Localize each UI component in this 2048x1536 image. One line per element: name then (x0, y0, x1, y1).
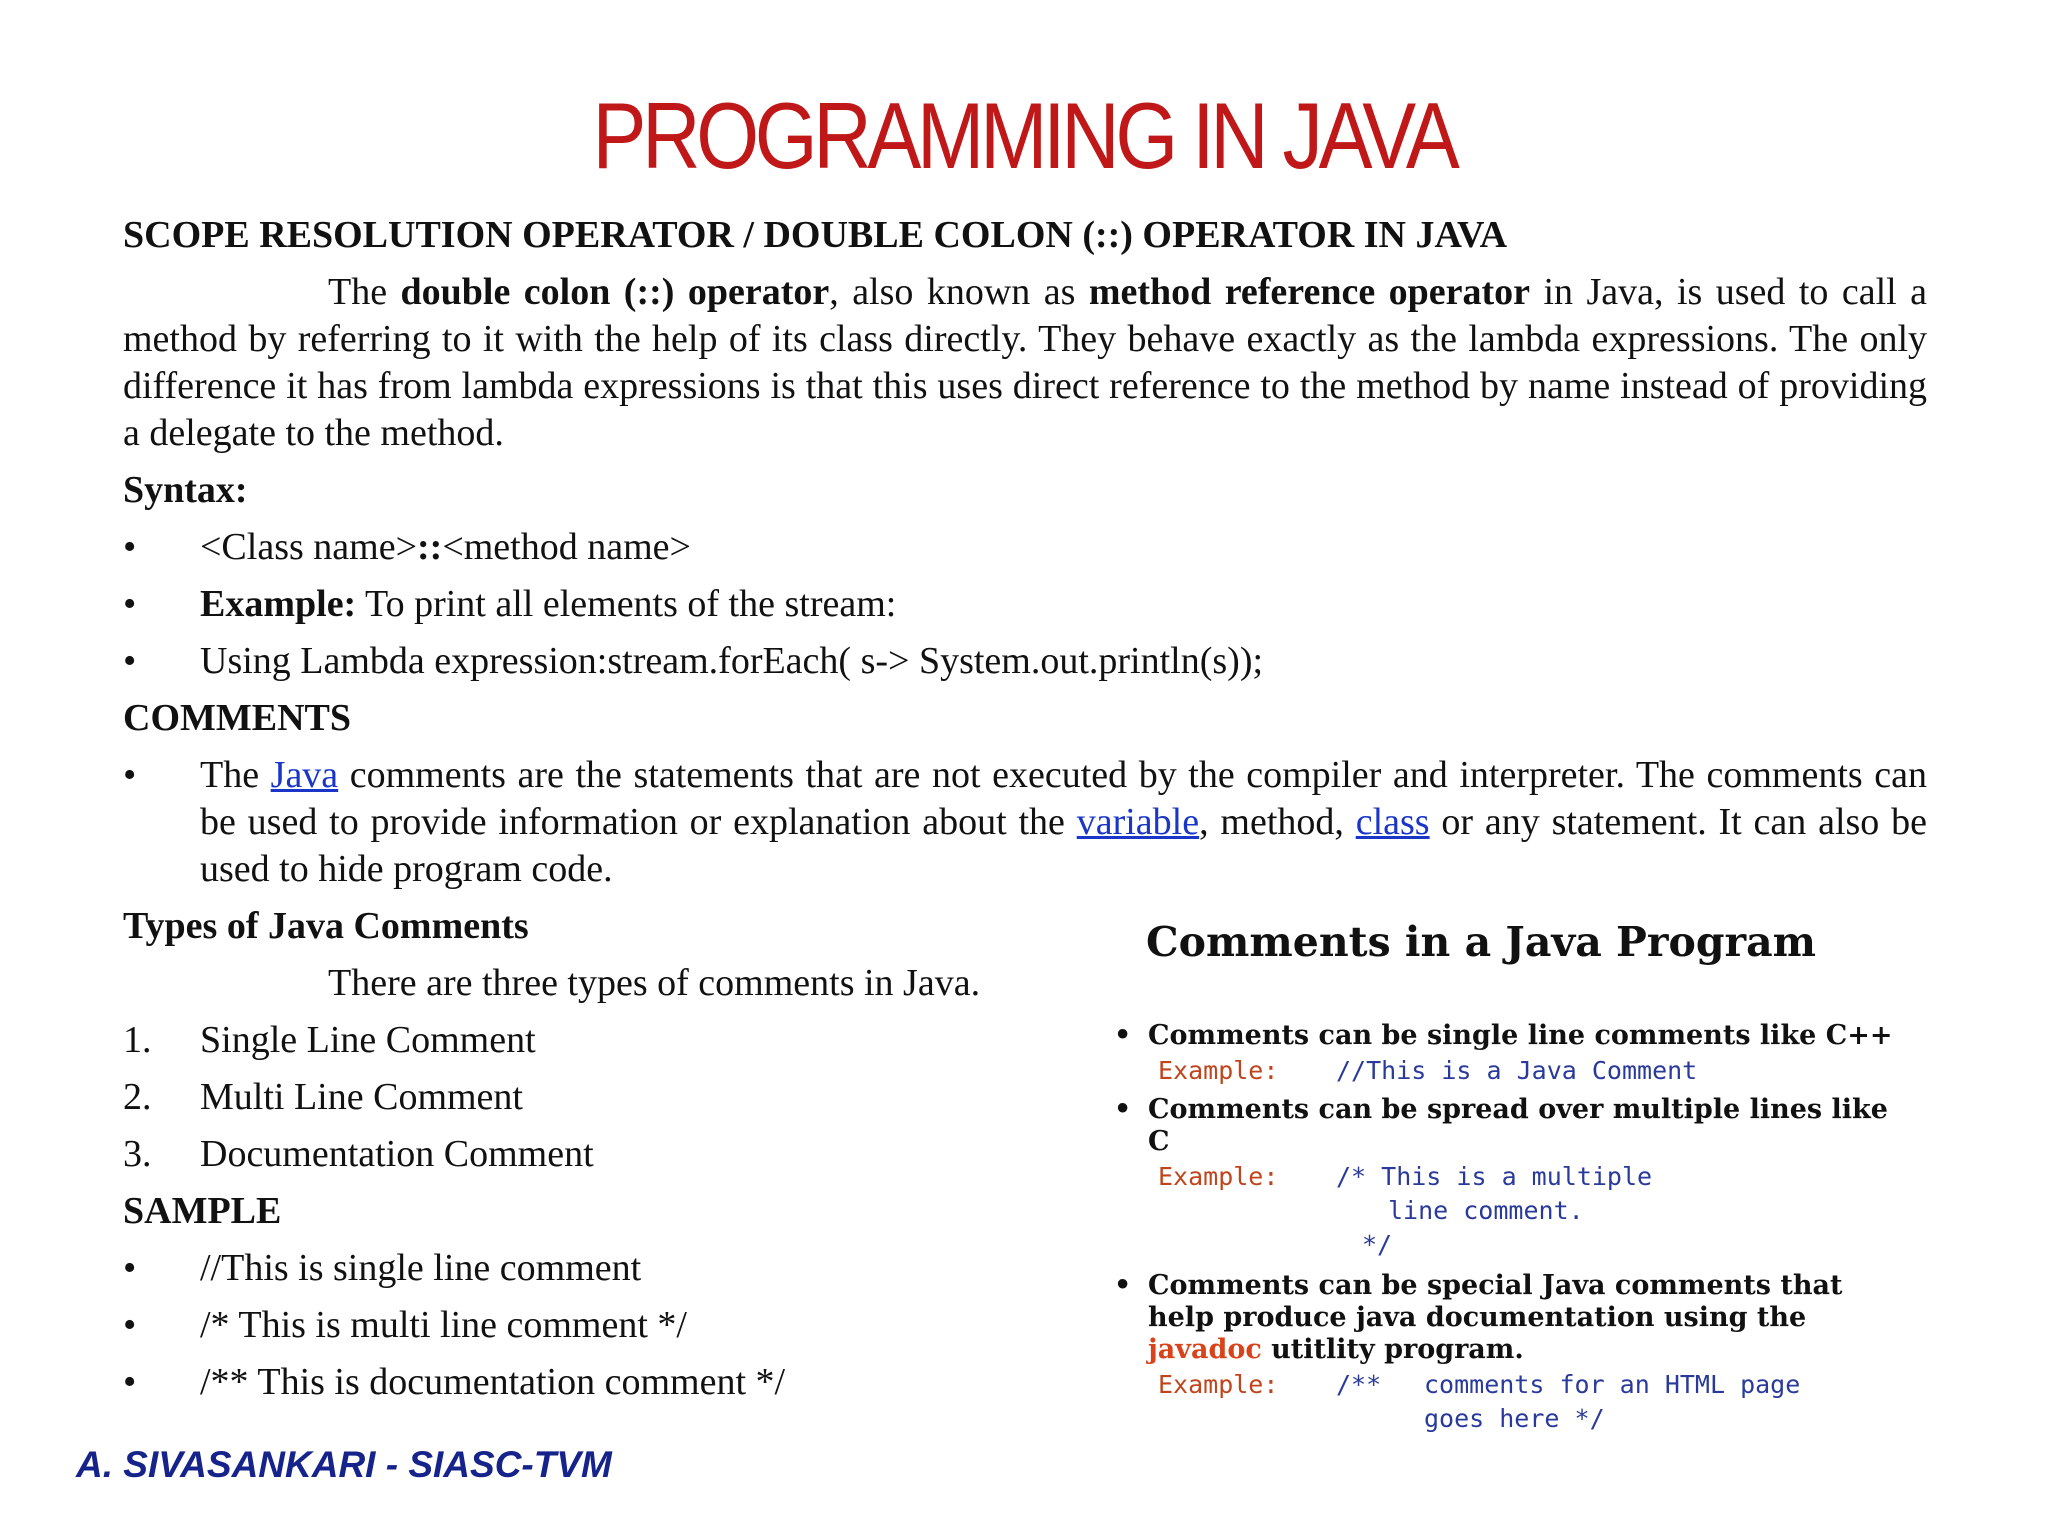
example-code-2a: /* This is a multiple (1336, 1162, 1653, 1191)
example-code-3a: /** (1336, 1370, 1382, 1399)
java-link[interactable]: Java (270, 754, 339, 796)
sample-item-text: /** This is documentation comment */ (200, 1361, 786, 1403)
bullet-icon: • (1114, 1270, 1132, 1301)
figure-bullet-1-text: Comments can be single line comments like C++ (1148, 1020, 1893, 1051)
example-code-2b: line comment. (1388, 1196, 1584, 1225)
slide-title: PROGRAMMING IN JAVA (592, 83, 1456, 188)
sample-item (123, 1359, 1083, 1406)
types-item-text: Multi Line Comment (200, 1076, 523, 1118)
bullet-icon: • (123, 754, 137, 796)
bullet-icon: • (123, 1361, 137, 1403)
intro-text-3: in Java, is used to call a method by referring to it with the help of its class directly. They behave exactly as the lambda expressions. The only difference it has from lambda expressions is that this uses direct reference to the method by name instead of providing a delegate to the method. (123, 271, 1928, 454)
example-text: To print all elements of the stream: (356, 583, 897, 625)
sample-item-text: //This is single line comment (200, 1247, 642, 1289)
example-label: Example: (1158, 1370, 1279, 1399)
syntax-item-3 (123, 638, 1927, 685)
types-intro: There are three types of comments in Java. (328, 962, 981, 1004)
types-item (123, 1017, 1083, 1064)
figure-bullet-3-text (1148, 1270, 1898, 1366)
section-heading-scope-resolution: SCOPE RESOLUTION OPERATOR / DOUBLE COLON (::) OPERATOR IN JAVA (123, 214, 1508, 256)
types-item (123, 1131, 1083, 1178)
comments-text-3: , method, (1199, 801, 1356, 843)
javadoc-text: javadoc (1148, 1334, 1262, 1365)
figure-bullet-3-text-b: utitlity program. (1261, 1334, 1524, 1365)
example-code-1: //This is a Java Comment (1336, 1056, 1698, 1085)
list-number: 3. (123, 1133, 152, 1175)
sample-heading: SAMPLE (123, 1190, 282, 1232)
syntax-item-1 (123, 524, 1927, 571)
bullet-icon: • (1114, 1020, 1132, 1051)
sample-item (123, 1245, 1083, 1292)
syntax-item-2 (123, 581, 1927, 628)
syntax-method-name: <method name> (442, 526, 691, 568)
intro-paragraph (123, 269, 1927, 457)
comments-text-4: or any statement. It can also be used to hide program code. (200, 801, 1927, 890)
example-label: Example: (200, 583, 357, 625)
intro-bold-2: method reference operator (1088, 271, 1531, 313)
sample-item (123, 1302, 1083, 1349)
bullet-icon: • (123, 526, 137, 568)
lambda-example-text: Using Lambda expression:stream.forEach( s-> System.out.println(s)); (200, 640, 1264, 682)
list-number: 1. (123, 1019, 152, 1061)
variable-link[interactable]: variable (1076, 801, 1200, 843)
example-label: Example: (1158, 1162, 1279, 1191)
list-number: 2. (123, 1076, 152, 1118)
bullet-icon: • (123, 1304, 137, 1346)
types-item-text: Documentation Comment (200, 1133, 594, 1175)
syntax-class-name: <Class name> (200, 526, 417, 568)
sample-item-text: /* This is multi line comment */ (200, 1304, 687, 1346)
intro-text-2: , also known as (829, 271, 1089, 313)
intro-text-1: The (328, 271, 401, 313)
types-heading: Types of Java Comments (123, 905, 529, 947)
bullet-icon: • (123, 1247, 137, 1289)
types-item-text: Single Line Comment (200, 1019, 536, 1061)
footer-author: A. SIVASANKARI - SIASC-TVM (76, 1444, 612, 1485)
bullet-icon: • (123, 640, 137, 682)
figure-bullet-2-text: Comments can be spread over multiple lines like C (1148, 1094, 1888, 1157)
bullet-icon: • (1114, 1094, 1132, 1125)
class-link[interactable]: class (1355, 801, 1430, 843)
example-label: Example: (1158, 1056, 1279, 1085)
example-code-3b: comments for an HTML page (1424, 1370, 1801, 1399)
example-code-3c: goes here */ (1424, 1404, 1605, 1433)
comments-heading: COMMENTS (123, 697, 351, 739)
comments-figure (1112, 918, 1902, 1446)
comments-text-2: comments are the statements that are not executed by the compiler and interpreter. The comments can be used to provide information or explanation about the (200, 754, 1927, 843)
bullet-icon: • (123, 583, 137, 625)
figure-title: Comments in a Java Program (1146, 918, 1817, 966)
syntax-heading: Syntax: (123, 469, 248, 511)
comments-paragraph (123, 752, 1927, 893)
syntax-double-colon: :: (417, 526, 443, 568)
example-code-2c: */ (1362, 1230, 1393, 1259)
comments-text-1: The (200, 754, 271, 796)
intro-bold-1: double colon (::) operator (400, 271, 830, 313)
types-item (123, 1074, 1083, 1121)
figure-bullet-3-text-a: Comments can be special Java comments that help produce java documentation using the (1148, 1270, 1843, 1333)
